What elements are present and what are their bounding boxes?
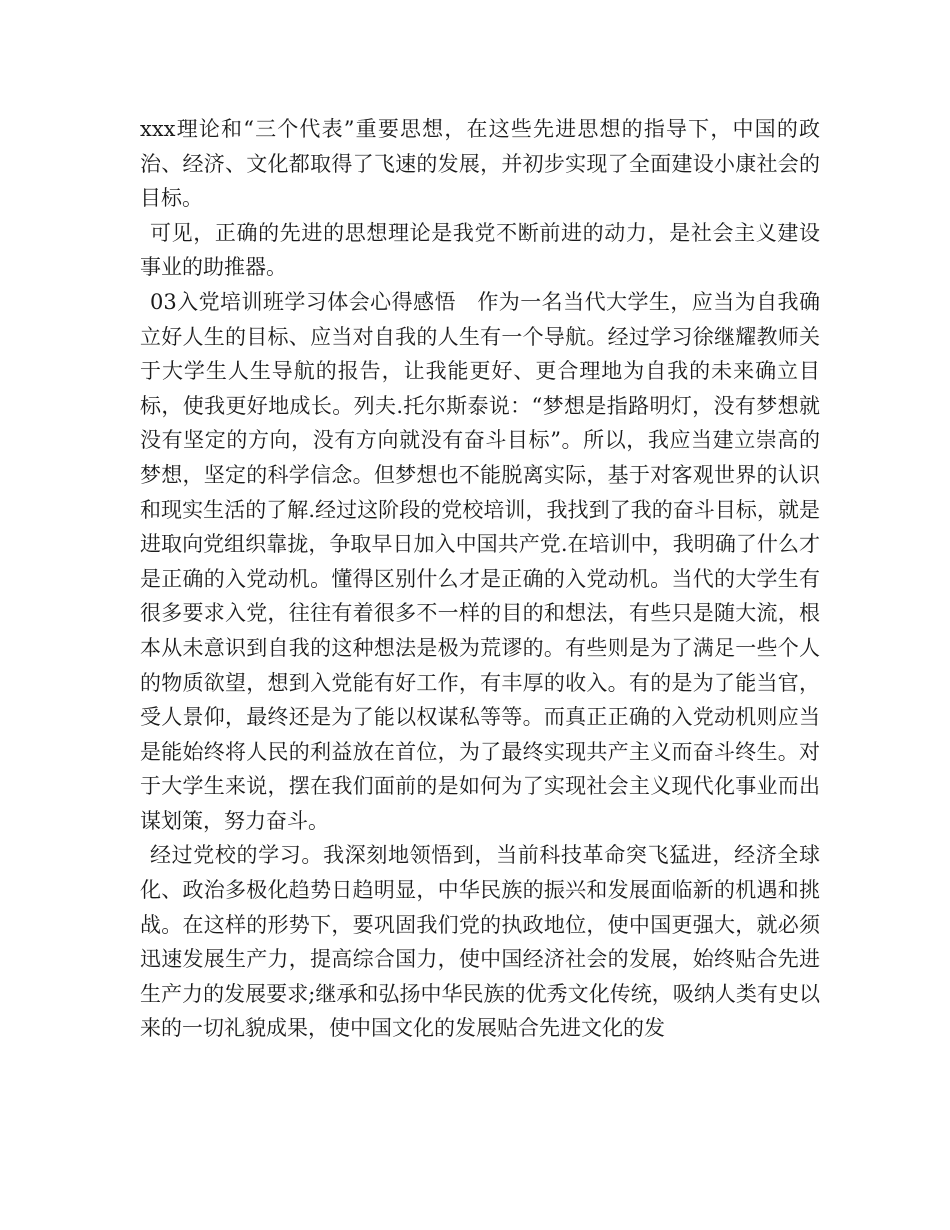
paragraph-4: 经过党校的学习。我深刻地领悟到，当前科技革命突飞猛进，经济全球化、政治多极化趋势日趋明显，中华民族的振兴和发展面临新的机遇和挑战。在这样的形势下，要巩固我们党的执政地位，使中国更强大，就必须迅速发展生产力，提高综合国力，使中国经济社会的发展，始终贴合先进生产力的发展要求;继承和弘扬中华民族的优秀文化传统，吸纳人类有史以来的一切礼貌成果，使中国文化的发展贴合先进文化的发 xyxy=(140,843,820,1041)
document-body xyxy=(140,112,820,1046)
paragraph-3: 03入党培训班学习体会心得感悟 作为一名当代大学生，应当为自我确立好人生的目标、应当对自我的人生有一个导航。经过学习徐继耀教师关于大学生人生导航的报告，让我能更好、更合理地为自我的未来确立目标，使我更好地成长。列夫.托尔斯泰说：“梦想是指路明灯，没有梦想就没有坚定的方向，没有方向就没有奋斗目标”。所以，我应当建立崇高的梦想，坚定的科学信念。但梦想也不能脱离实际，基于对客观世界的认识和现实生活的了解.经过这阶段的党校培训，我找到了我的奋斗目标，就是进取向党组织靠拢，争取早日加入中国共产党.在培训中，我明确了什么才是正确的入党动机。懂得区别什么才是正确的入党动机。当代的大学生有很多要求入党，往往有着很多不一样的目的和想法，有些只是随大流，根本从未意识到自我的这种想法是极为荒谬的。有些则是为了满足一些个人的物质欲望，想到入党能有好工作，有丰厚的收入。有的是为了能当官，受人景仰，最终还是为了能以权谋私等等。而真正正确的入党动机则应当是能始终将人民的利益放在首位，为了最终实现共产主义而奋斗终生。对于大学生来说，摆在我们面前的是如何为了实现社会主义现代化事业而出谋划策，努力奋斗。 xyxy=(140,289,820,833)
paragraph-2: 可见，正确的先进的思想理论是我党不断前进的动力，是社会主义建设事业的助推器。 xyxy=(140,220,820,280)
paragraph-1: xxx理论和“三个代表”重要思想，在这些先进思想的指导下，中国的政治、经济、文化都取得了飞速的发展，并初步实现了全面建设小康社会的目标。 xyxy=(140,117,820,211)
